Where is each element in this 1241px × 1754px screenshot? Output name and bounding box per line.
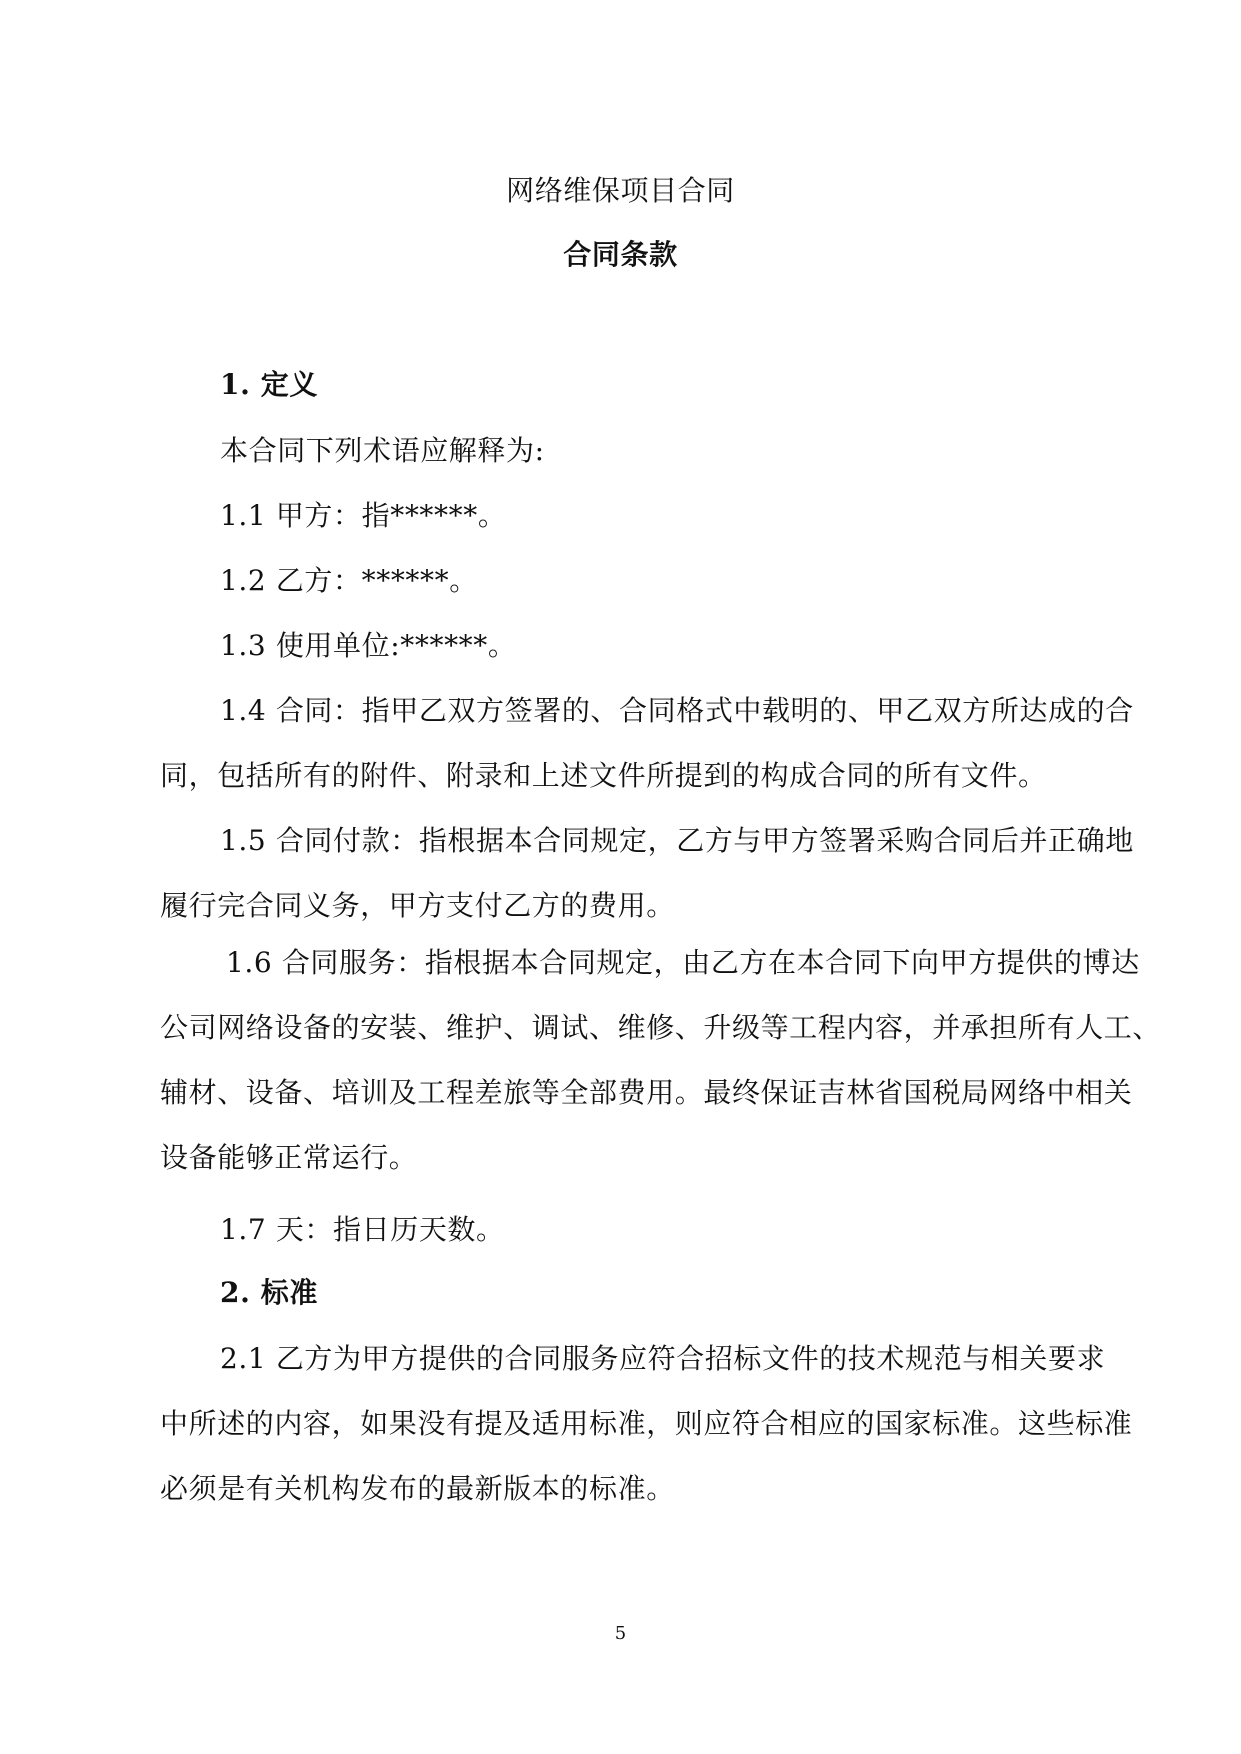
clause-1-5: 1.5 合同付款：指根据本合同规定，乙方与甲方签署采购合同后并正确地 — [220, 824, 1134, 857]
clause-2-1: 2.1 乙方为甲方提供的合同服务应符合招标文件的技术规范与相关要求 — [220, 1342, 1106, 1375]
paragraph-line: 必须是有关机构发布的最新版本的标准。 — [160, 1472, 675, 1505]
clause-1-4: 1.4 合同：指甲乙双方签署的、合同格式中载明的、甲乙双方所达成的合 — [220, 694, 1134, 727]
paragraph-line: 辅材、设备、培训及工程差旅等全部费用。最终保证吉林省国税局网络中相关 — [160, 1076, 1133, 1109]
document-title: 网络维保项目合同 — [506, 174, 735, 207]
clause-1-3: 1.3 使用单位:******。 — [220, 629, 517, 662]
clause-1-2: 1.2 乙方：******。 — [220, 564, 478, 597]
section-heading-standards: 2. 标准 — [220, 1276, 318, 1309]
clause-1-7: 1.7 天：指日历天数。 — [220, 1213, 505, 1246]
paragraph-line: 本合同下列术语应解释为: — [220, 434, 545, 467]
page-number: 5 — [614, 1623, 627, 1644]
paragraph-line: 设备能够正常运行。 — [160, 1141, 418, 1174]
paragraph-line: 公司网络设备的安装、维护、调试、维修、升级等工程内容，并承担所有人工、 — [160, 1011, 1162, 1044]
paragraph-line: 履行完合同义务，甲方支付乙方的费用。 — [160, 889, 675, 922]
section-heading-definitions: 1. 定义 — [220, 368, 318, 401]
clause-1-1: 1.1 甲方：指******。 — [220, 499, 507, 532]
clause-1-6: 1.6 合同服务：指根据本合同规定，由乙方在本合同下向甲方提供的博达 — [226, 946, 1140, 979]
section-heading-contract-terms: 合同条款 — [563, 238, 678, 271]
paragraph-line: 同，包括所有的附件、附录和上述文件所提到的构成合同的所有文件。 — [160, 759, 1047, 792]
paragraph-line: 中所述的内容，如果没有提及适用标准，则应符合相应的国家标准。这些标准 — [160, 1407, 1133, 1440]
